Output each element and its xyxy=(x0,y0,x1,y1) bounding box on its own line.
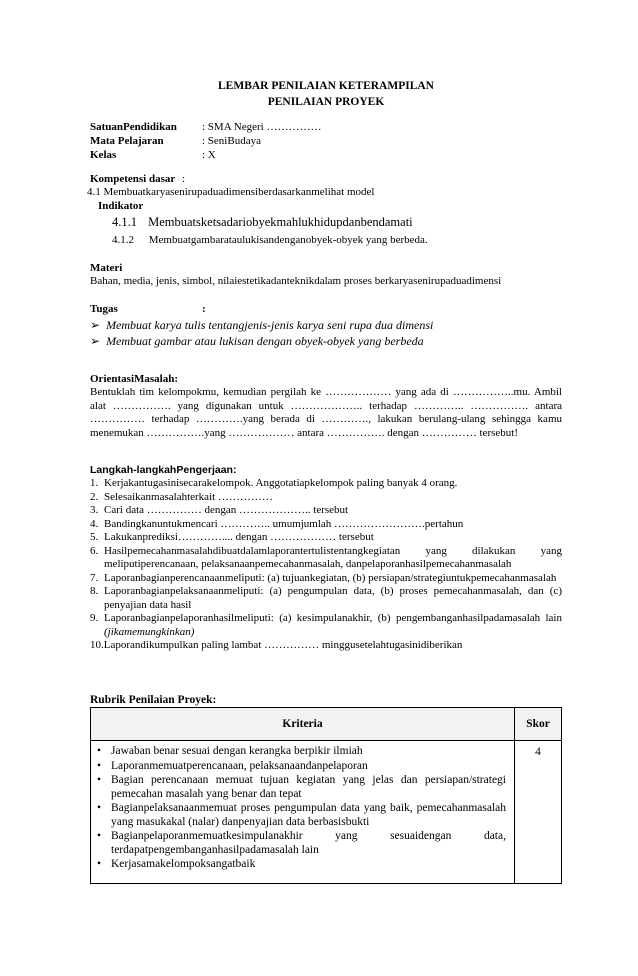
rubrik-kriteria-cell xyxy=(91,741,515,884)
langkah-step xyxy=(90,477,562,491)
kriteria-item xyxy=(95,830,506,857)
indikator-number: 4.1.1 xyxy=(112,215,137,229)
bullet-icon: • xyxy=(97,759,102,772)
identity-value: : X xyxy=(202,149,216,161)
kriteria-text: Bagianpelaporanmemuatkesimpulanakhir yang sesuaidengan data, terdapatpengembanganhasilpadamasalah lain xyxy=(111,830,506,856)
tugas-colon: : xyxy=(202,303,206,315)
langkah-step xyxy=(90,491,562,505)
kriteria-text: Bagianpelaksanaanmemuat proses pengumpulan data yang baik, pemecahanmasalah yang masukakal (nalar) danpenyajian data berbasisbukti xyxy=(111,802,506,828)
tugas-item xyxy=(90,334,562,349)
langkah-step xyxy=(90,531,562,545)
kriteria-text: Jawaban benar sesuai dengan kerangka berpikir ilmiah xyxy=(111,745,363,757)
kompetensi-colon: : xyxy=(182,173,186,185)
orientasi-label: OrientasiMasalah: xyxy=(90,373,178,385)
kompetensi-label: Kompetensi dasar xyxy=(90,173,176,185)
identity-row-mapel xyxy=(90,135,562,149)
step-text: Lakukanprediksi………….... dengan ……………… tersebut xyxy=(104,531,374,543)
kriteria-item xyxy=(95,745,506,759)
identity-label: SatuanPendidikan xyxy=(90,121,177,133)
tugas-label: Tugas xyxy=(90,303,118,315)
rubrik-table xyxy=(90,707,562,884)
step-number: 6. xyxy=(90,544,99,557)
identity-label: Kelas xyxy=(90,149,117,161)
rubrik-label: Rubrik Penilaian Proyek: xyxy=(90,694,217,706)
step-number: 3. xyxy=(90,504,99,516)
identity-value: : SeniBudaya xyxy=(202,135,261,147)
langkah-step xyxy=(90,585,562,612)
title-line-1: LEMBAR PENILAIAN KETERAMPILAN xyxy=(218,80,434,92)
document-title xyxy=(90,78,562,110)
materi-text: Bahan, media, jenis, simbol, nilaiestetikadanteknikdalam proses berkaryasenirupaduadimensi xyxy=(90,275,502,287)
step-text: Laporanbagianperencanaanmeliputi: (a) tujuankegiatan, (b) persiapan/strategiuntukpemecahanmasalah xyxy=(104,571,557,584)
indikator-item xyxy=(112,234,428,248)
langkah-step xyxy=(90,518,562,532)
step-text: Cari data …………… dengan ……………….. tersebut xyxy=(104,504,349,516)
identity-label: Mata Pelajaran xyxy=(90,135,164,147)
rubrik-skor-cell: 4 xyxy=(515,741,562,884)
kriteria-item xyxy=(95,858,506,872)
langkah-step xyxy=(90,639,562,653)
rubrik-row xyxy=(91,741,562,884)
bullet-icon: • xyxy=(97,774,102,786)
tugas-item-text: Membuat karya tulis tentangjenis-jenis karya seni rupa dua dimensi xyxy=(106,318,434,332)
langkah-step xyxy=(90,545,562,572)
step-number: 2. xyxy=(90,490,99,503)
kriteria-text: Kerjasamakelompoksangatbaik xyxy=(111,858,256,870)
tugas-heading xyxy=(90,303,562,317)
indikator-item xyxy=(112,215,413,231)
step-number: 8. xyxy=(90,585,99,597)
kompetensi-dasar-text: 4.1 Membuatkaryasenirupaduadimensiberdasarkanmelihat model xyxy=(87,186,375,198)
kriteria-text: Laporanmemuatperencanaan, pelaksanaandanpelaporan xyxy=(111,759,368,772)
langkah-step xyxy=(90,612,562,639)
kriteria-item xyxy=(95,774,506,801)
kriteria-list xyxy=(95,745,506,872)
langkah-list xyxy=(90,477,562,653)
indikator-number: 4.1.2 xyxy=(112,234,134,246)
step-text: Kerjakantugasinisecarakelompok. Anggotatiapkelompok paling banyak 4 orang. xyxy=(104,477,458,489)
step-number: 5. xyxy=(90,531,99,543)
step-text: Laporanbagianpelaksanaanmeliputi: (a) pengumpulan data, (b) proses pemecahanmasalah, dan (c) penyajian data hasil xyxy=(104,585,562,611)
header-kriteria: Kriteria xyxy=(91,708,515,741)
step-text: Bandingkanuntukmencari ………….. umumjumlah …………………….pertahun xyxy=(104,517,464,530)
step-text: Laporanbagianpelaporanhasilmeliputi: (a) kesimpulanakhir, (b) pengembanganhasilpadamasalah lain xyxy=(104,612,562,624)
bullet-icon: • xyxy=(97,745,102,757)
langkah-label: Langkah-langkahPengerjaan: xyxy=(90,464,237,476)
orientasi-text: Bentuklah tim kelompokmu, kemudian pergilah ke ……………… yang ada di ……………..mu. Ambil alat ……………. yang digunakan untuk ……………….. terhadap ………….. ……………. antara …………… terhadap ………….yang berada di …………., lakukan berulang-ulang sehingga kamu menemukan …………….yang ……………… antara ……………. dengan …………… tersebut! xyxy=(90,386,562,439)
step-text: Selesaikanmasalahterkait …………… xyxy=(104,490,273,503)
step-number: 7. xyxy=(90,571,99,584)
langkah-step xyxy=(90,504,562,518)
title-line-2: PENILAIAN PROYEK xyxy=(267,96,385,108)
indikator-label: Indikator xyxy=(98,200,144,212)
tugas-item xyxy=(90,318,562,333)
kompetensi-heading xyxy=(90,173,185,187)
header-skor: Skor xyxy=(515,708,562,741)
step-text: 10.Laporandikumpulkan paling lambat …………… minggusetelahtugasinidiberikan xyxy=(90,639,463,651)
step-number: 4. xyxy=(90,517,99,530)
step-number: 1. xyxy=(90,477,99,489)
step-number: 9. xyxy=(90,612,99,624)
identity-row-kelas xyxy=(90,149,562,163)
identity-row-satuan xyxy=(90,121,562,135)
materi-label: Materi xyxy=(90,262,123,274)
step-italic-note: (jikamemungkinkan) xyxy=(104,625,195,638)
arrow-bullet-icon: ➢ xyxy=(90,334,101,348)
bullet-icon: • xyxy=(97,802,102,814)
indikator-text: Membuatsketsadariobyekmahlukhidupdanbendamati xyxy=(148,215,413,229)
step-text: Hasilpemecahanmasalahdibuatdalamlaporantertulistentangkegiatan yang dilakukan yang meliputiperencanaan, pelaksanaanpemecahanmasalah, danpelaporanhasilpemecahanmasalah xyxy=(104,544,562,570)
langkah-step xyxy=(90,572,562,586)
kriteria-item xyxy=(95,802,506,829)
rubrik-header-row xyxy=(91,708,562,741)
tugas-item-text: Membuat gambar atau lukisan dengan obyek-obyek yang berbeda xyxy=(106,334,424,348)
identity-value: : SMA Negeri …………… xyxy=(202,121,322,133)
kriteria-item xyxy=(95,760,506,774)
bullet-icon: • xyxy=(97,830,102,842)
bullet-icon: • xyxy=(97,858,102,870)
kriteria-text: Bagian perencanaan memuat tujuan kegiatan yang jelas dan persiapan/strategi pemecahan masalah yang benar dan tepat xyxy=(111,774,506,800)
arrow-bullet-icon: ➢ xyxy=(90,318,101,332)
indikator-text: Membuatgambarataulukisandenganobyek-obyek yang berbeda. xyxy=(148,234,428,246)
